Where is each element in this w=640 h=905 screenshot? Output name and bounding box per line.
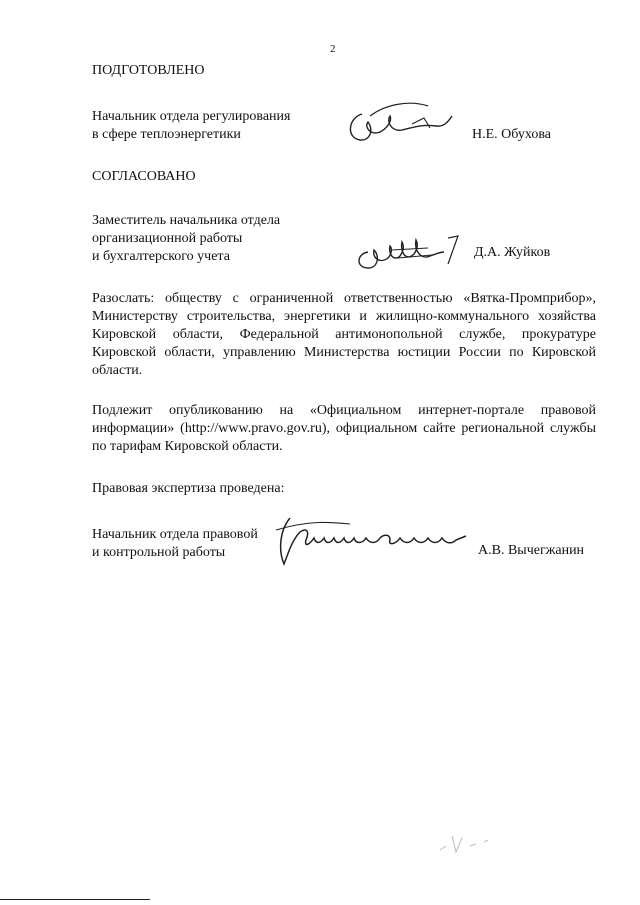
footer-rule	[0, 899, 150, 900]
faint-mark	[436, 828, 496, 858]
legal-review-signature	[270, 510, 470, 570]
agreed-name: Д.А. Жуйков	[474, 245, 551, 260]
prepared-position-line-1: Начальник отдела регулирования	[92, 109, 291, 124]
prepared-position	[92, 108, 290, 144]
agreed-heading: СОГЛАСОВАНО	[92, 169, 196, 184]
publication-note: Подлежит опубликованию на «Официальном интернет-портале правовой информации» (http://www.pravo.gov.ru), официальном сайте региональной службы по тарифам Кировской области.	[92, 403, 596, 454]
agreed-position	[92, 212, 280, 266]
legal-review-position	[92, 526, 258, 562]
agreed-position-line-3: и бухгалтерского учета	[92, 249, 230, 264]
distribution-list: Разослать: обществу с ограниченной ответственностью «Вятка-Промприбор», Министерству строительства, энергетики и жилищно-коммунального хозяйства Кировской области, Федеральной антимонопольной службе, прокуратуре Кировской области, управлению Министерства юстиции России по Кировской области.	[92, 291, 596, 378]
prepared-position-line-2: в сфере теплоэнергетики	[92, 127, 241, 142]
prepared-heading: ПОДГОТОВЛЕНО	[92, 63, 205, 78]
legal-review-position-line-1: Начальник отдела правовой	[92, 527, 258, 542]
legal-review-statement: Правовая экспертиза проведена:	[92, 481, 285, 496]
agreed-position-line-2: организационной работы	[92, 231, 243, 246]
prepared-signature	[340, 96, 460, 146]
prepared-name: Н.Е. Обухова	[472, 127, 551, 142]
page-number: 2	[330, 43, 336, 55]
agreed-signature	[352, 228, 467, 273]
legal-review-position-line-2: и контрольной работы	[92, 545, 226, 560]
agreed-position-line-1: Заместитель начальника отдела	[92, 213, 281, 228]
legal-review-name: А.В. Вычегжанин	[478, 543, 585, 558]
